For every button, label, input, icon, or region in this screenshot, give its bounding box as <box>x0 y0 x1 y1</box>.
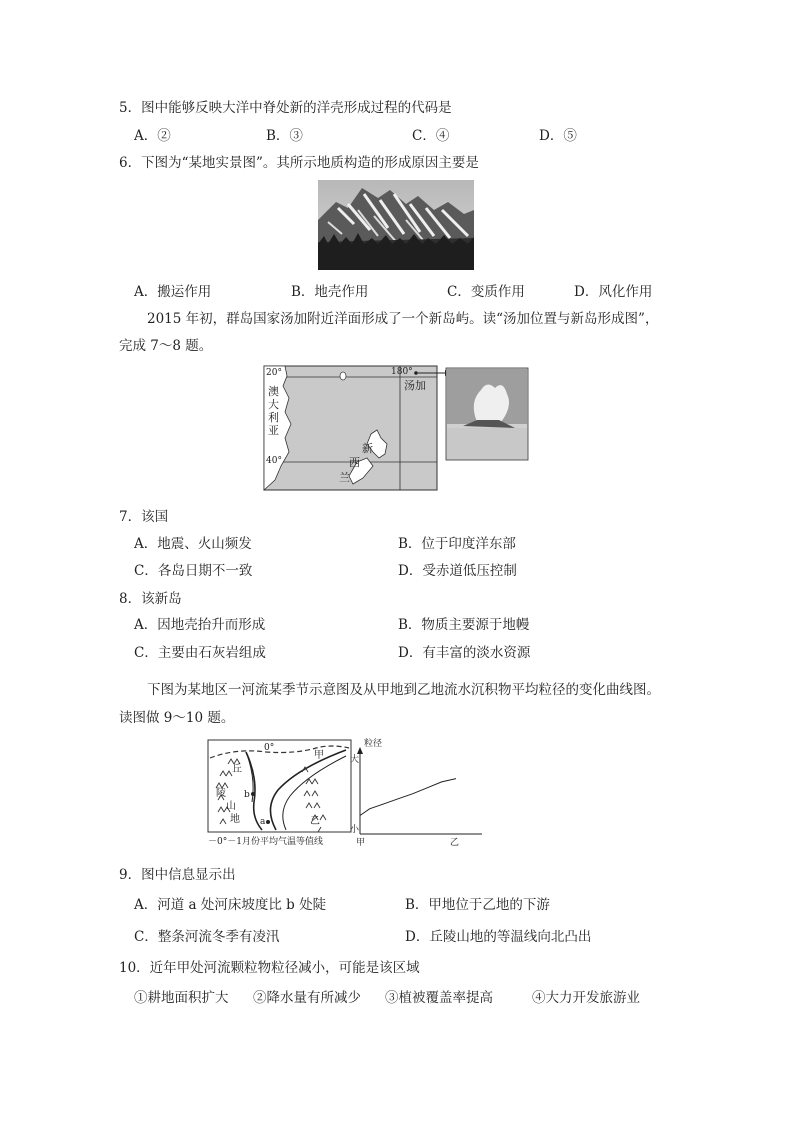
q9-stem: 9．图中信息显示出 <box>119 867 236 883</box>
q5-option-b: B．③ <box>266 128 303 144</box>
q7-option-c: C．各岛日期不一致 <box>134 563 253 579</box>
river-hill-4: 地 <box>230 814 240 825</box>
q7-option-a: A．地震、火山频发 <box>134 536 252 552</box>
river-hill-2: 陵 <box>216 788 226 799</box>
q6-stem: 6．下图为“某地实景图”。其所示地质构造的形成原因主要是 <box>119 155 479 171</box>
intro-7-8-line1: 2015 年初，群岛国家汤加附近洋面形成了一个新岛屿。读“汤加位置与新岛形成图”， <box>147 311 659 327</box>
q5-option-c: C．④ <box>412 128 450 144</box>
map-nz-2: 西 <box>349 456 360 469</box>
grain-ylabel: 粒径 <box>364 739 383 749</box>
river-jia: 甲 <box>314 750 324 761</box>
river-yi: 乙 <box>310 816 320 827</box>
q8-option-a: A．因地壳抬升而形成 <box>134 617 266 633</box>
q10-item-2: ②降水量有所减少 <box>253 990 361 1006</box>
map-australia-2: 大 <box>268 398 279 411</box>
q8-option-b: B．物质主要源于地幔 <box>398 617 530 633</box>
grain-y-bottom: 小 <box>350 825 360 835</box>
grain-x-end: 乙 <box>450 838 460 848</box>
river-point-a: a <box>260 817 266 827</box>
grain-y-top: 大 <box>350 755 360 765</box>
map-australia-3: 利 <box>268 411 279 424</box>
q9-option-b: B．甲地位于乙地的下游 <box>405 897 550 913</box>
q9-option-a: A．河道 a 处河床坡度比 b 处陡 <box>134 897 327 913</box>
q7-option-d: D．受赤道低压控制 <box>398 563 517 579</box>
map-nz-1: 新 <box>362 442 373 455</box>
grain-x-start: 甲 <box>356 838 366 848</box>
grain-chart <box>350 738 486 848</box>
map-lat-40: 40° <box>266 456 282 466</box>
q8-stem: 8．该新岛 <box>119 591 182 607</box>
river-legend: －0°－1月份平均气温等值线 <box>208 837 323 847</box>
q6-option-c: C．变质作用 <box>447 284 525 300</box>
q5-option-d: D．⑤ <box>539 128 577 144</box>
map-australia-4: 亚 <box>268 424 279 437</box>
river-point-b: b <box>244 790 250 800</box>
q10-item-3: ③植被覆盖率提高 <box>385 990 493 1006</box>
river-zero-deg: 0° <box>264 743 275 753</box>
intro-9-10-line2: 读图做 9～10 题。 <box>119 710 235 726</box>
q8-option-d: D．有丰富的淡水资源 <box>398 645 531 661</box>
tonga-map <box>263 362 533 492</box>
q9-option-c: C．整条河流冬季有凌汛 <box>134 929 280 945</box>
intro-7-8-line2: 完成 7～8 题。 <box>119 338 213 354</box>
q6-option-b: B．地壳作用 <box>291 284 369 300</box>
q10-item-1: ①耕地面积扩大 <box>134 990 229 1006</box>
q7-option-b: B．位于印度洋东部 <box>398 536 516 552</box>
map-australia-1: 澳 <box>268 385 279 398</box>
river-map <box>206 738 354 848</box>
q5-stem: 5．图中能够反映大洋中脊处新的洋壳形成过程的代码是 <box>119 100 452 116</box>
q10-stem: 10．近年甲处河流颗粒物粒径减小，可能是该区域 <box>119 960 420 976</box>
mountain-photo <box>318 180 474 270</box>
q6-option-d: D．风化作用 <box>574 284 653 300</box>
map-lon-180: 180° <box>391 367 413 377</box>
map-tonga-label: 汤加 <box>404 379 426 392</box>
river-hill-3: 山 <box>226 801 236 812</box>
q5-option-a: A．② <box>134 128 171 144</box>
grain-size-series-line <box>360 779 456 816</box>
q6-option-a: A．搬运作用 <box>134 284 212 300</box>
intro-9-10-line1: 下图为某地区一河流某季节示意图及从甲地到乙地流水沉积物平均粒径的变化曲线图。 <box>147 682 660 698</box>
map-lat-20: 20° <box>266 368 282 378</box>
map-nz-3: 兰 <box>339 471 350 484</box>
q8-option-c: C．主要由石灰岩组成 <box>134 645 266 661</box>
river-hill-1: 丘 <box>232 764 242 775</box>
q9-option-d: D．丘陵山地的等温线向北凸出 <box>405 929 592 945</box>
q7-stem: 7．该国 <box>119 509 169 525</box>
q10-item-4: ④大力开发旅游业 <box>532 990 640 1006</box>
